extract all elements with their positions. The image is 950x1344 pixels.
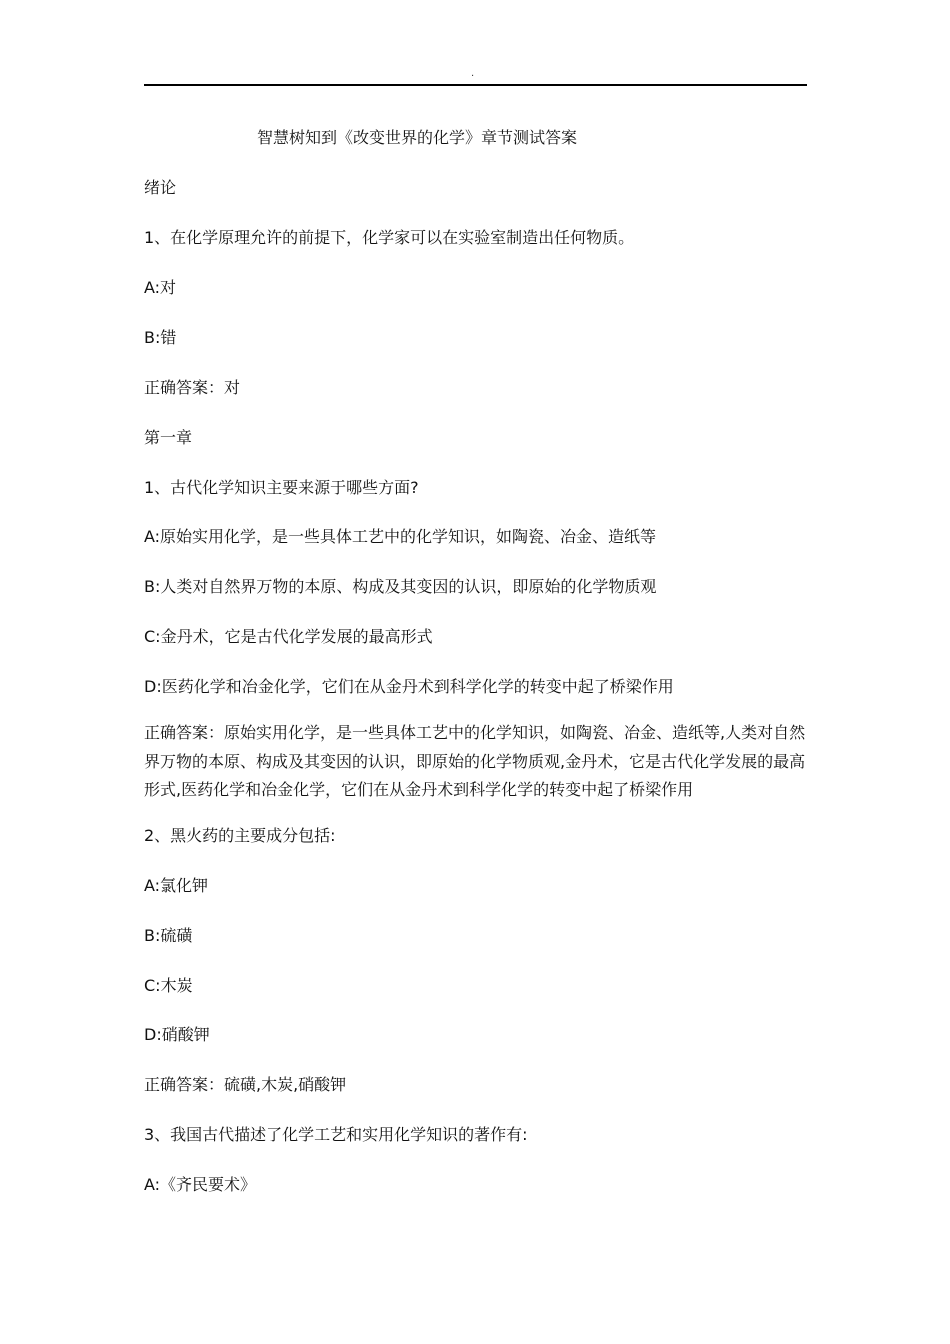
- question-text: 1、在化学原理允许的前提下，化学家可以在实验室制造出任何物质。: [144, 228, 635, 247]
- option-b: B:错: [144, 328, 177, 347]
- correct-answer: 正确答案：硫磺,木炭,硝酸钾: [144, 1075, 347, 1094]
- option-a: A:《齐民要术》: [144, 1175, 257, 1194]
- correct-answer: 正确答案：原始实用化学，是一些具体工艺中的化学知识，如陶瓷、冶金、造纸等,人类对自然界万物的本原、构成及其变因的认识，即原始的化学物质观,金丹术，它是古代化学发展的最高形式,医药化学和冶金化学，它们在从金丹术到科学化学的转变中起了桥梁作用: [144, 723, 806, 799]
- question-text: 2、黑火药的主要成分包括:: [144, 826, 336, 845]
- option-a: A:对: [144, 278, 177, 297]
- option-b: B:硫磺: [144, 926, 193, 945]
- option-c: C:金丹术，它是古代化学发展的最高形式: [144, 627, 433, 646]
- section-heading-chapter1: 第一章: [144, 428, 193, 447]
- question-text: 3、我国古代描述了化学工艺和实用化学知识的著作有:: [144, 1125, 528, 1144]
- correct-answer: 正确答案：对: [144, 378, 241, 397]
- question-text: 1、古代化学知识主要来源于哪些方面?: [144, 478, 419, 497]
- option-a: A:氯化钾: [144, 876, 209, 895]
- option-d: D:硝酸钾: [144, 1025, 210, 1044]
- option-d: D:医药化学和冶金化学，它们在从金丹术到科学化学的转变中起了桥梁作用: [144, 677, 674, 696]
- option-b: B:人类对自然界万物的本原、构成及其变因的认识，即原始的化学物质观: [144, 577, 657, 596]
- document-title: 智慧树知到《改变世界的化学》章节测试答案: [257, 128, 578, 147]
- header-mark: .: [471, 68, 475, 79]
- option-a: A:原始实用化学，是一些具体工艺中的化学知识，如陶瓷、冶金、造纸等: [144, 527, 657, 546]
- section-heading-intro: 绪论: [144, 178, 177, 197]
- header-rule: [144, 84, 807, 86]
- option-c: C:木炭: [144, 976, 193, 995]
